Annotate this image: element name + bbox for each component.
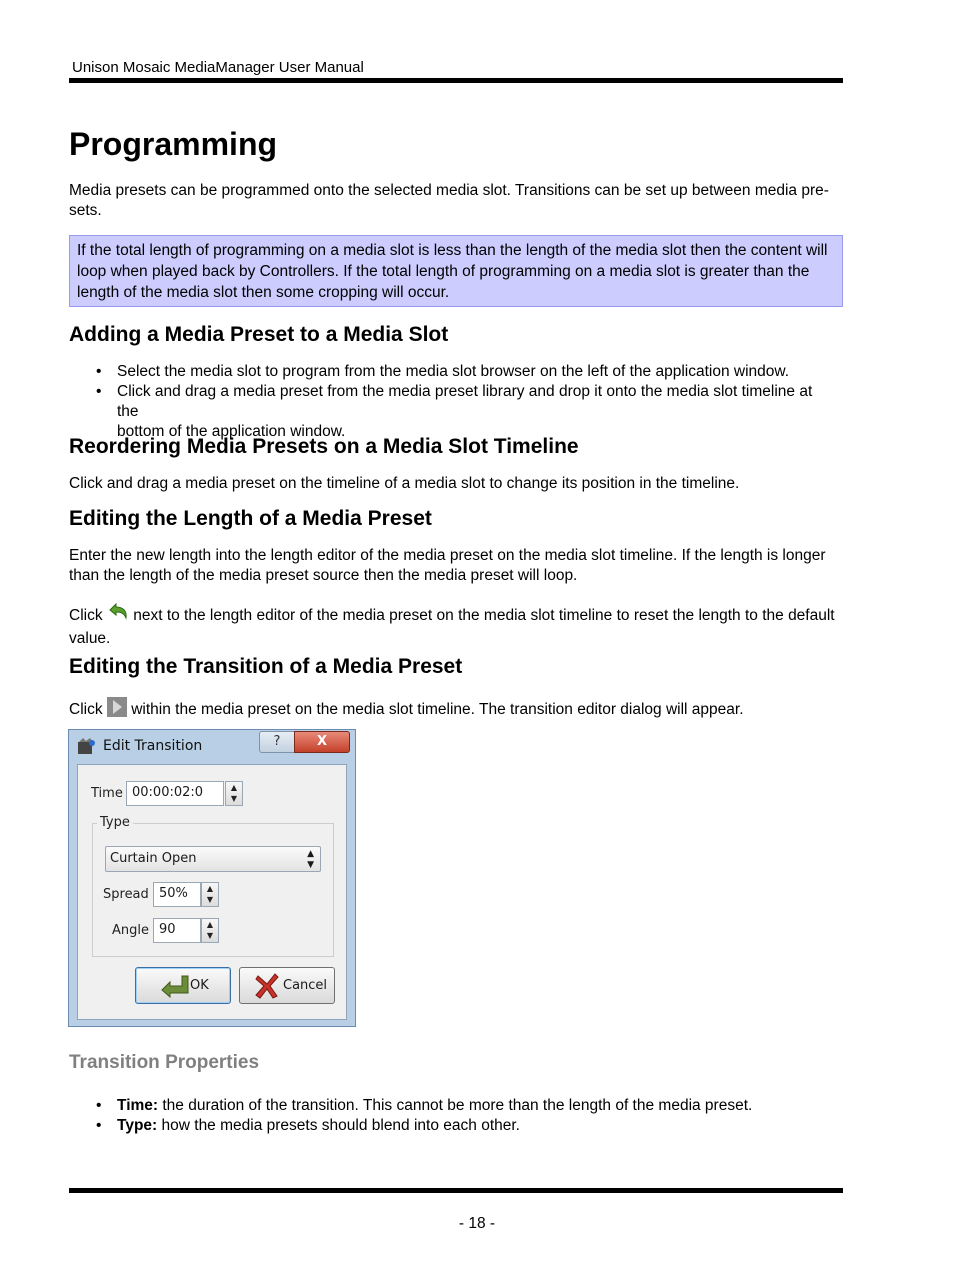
bullet-icon: • xyxy=(96,1097,102,1114)
app-icon xyxy=(77,738,97,760)
header-rule xyxy=(69,78,843,83)
spin-down-icon: ▼ xyxy=(206,931,214,940)
angle-spinner[interactable] xyxy=(201,918,219,943)
heading-transition-properties: Transition Properties xyxy=(69,1052,260,1073)
dialog-body xyxy=(77,764,347,1020)
intro-paragraph xyxy=(69,181,839,221)
angle-input[interactable]: 90 xyxy=(153,918,201,943)
reordering-text: Click and drag a media preset on the timeline of a media slot to change its position in the timeline. xyxy=(69,475,740,492)
heading-reordering: Reordering Media Presets on a Media Slot Timeline xyxy=(69,435,579,458)
heading-length: Editing the Length of a Media Preset xyxy=(69,507,432,530)
time-input[interactable]: 00:00:02:0 xyxy=(126,781,224,806)
spread-input[interactable]: 50% xyxy=(153,882,201,907)
intro-line-1: Media presets can be programmed onto the selected media slot. Transitions can be set up between media pre- xyxy=(69,182,829,199)
heading-adding: Adding a Media Preset to a Media Slot xyxy=(69,323,449,346)
transition-paragraph: Click within the media preset on the media slot timeline. The transition editor dialog will appear. xyxy=(69,697,839,723)
spin-down-icon: ▼ xyxy=(230,794,238,803)
term: Type: xyxy=(117,1117,158,1134)
length-paragraph-1: Enter the new length into the length editor of the media preset on the media slot timeline. If the length is longer than the length of the media preset source then the media preset will loop. xyxy=(69,547,826,584)
spread-spinner[interactable] xyxy=(201,882,219,907)
term: Time: xyxy=(117,1097,159,1114)
transition-arrow-icon xyxy=(107,697,127,723)
page-number: - 18 - xyxy=(458,1215,496,1232)
bullet-icon: • xyxy=(96,383,102,400)
running-header: Unison Mosaic MediaManager User Manual xyxy=(72,59,364,76)
ok-arrow-icon xyxy=(160,974,190,1002)
spin-up-icon: ▲ xyxy=(206,920,214,929)
intro-line-2: sets. xyxy=(69,202,102,219)
spin-up-icon: ▲ xyxy=(230,783,238,792)
edit-transition-dialog xyxy=(68,729,356,1027)
type-select[interactable]: Curtain Open ▲ ▼ xyxy=(105,846,321,872)
spread-label: Spread xyxy=(103,887,149,902)
list-item: • Time: the duration of the transition. This cannot be more than the length of the media preset. xyxy=(96,1097,753,1114)
cancel-button[interactable]: Cancel xyxy=(239,967,335,1004)
heading-transition: Editing the Transition of a Media Preset xyxy=(69,655,463,678)
note-line-2: loop when played back by Controllers. If the total length of programming on a media slot is greater than the xyxy=(77,263,810,280)
note-box xyxy=(69,235,843,307)
time-spinner[interactable] xyxy=(225,781,243,806)
undo-arrow-icon xyxy=(107,603,129,629)
bullet-icon: • xyxy=(96,363,102,380)
bullet-icon: • xyxy=(96,1117,102,1134)
close-button[interactable]: X xyxy=(294,731,350,753)
length-paragraph-2: Click next to the length editor of the media preset on the media slot timeline to reset the length to the default value. xyxy=(69,603,839,649)
list-item: • Select the media slot to program from the media slot browser on the left of the application window. xyxy=(96,363,790,380)
note-line-3: length of the media slot then some cropping will occur. xyxy=(77,284,450,301)
type-group-label: Type xyxy=(97,815,133,830)
note-line-1: If the total length of programming on a media slot is less than the length of the media slot then the content will xyxy=(77,242,828,259)
list-item: • Click and drag a media preset from the media preset library and drop it onto the media slot timeline at the bottom of the application window. xyxy=(96,383,813,440)
page-title: Programming xyxy=(69,126,278,162)
spin-down-icon: ▼ xyxy=(206,895,214,904)
cancel-x-icon xyxy=(255,973,279,1003)
spin-up-icon: ▲ xyxy=(206,884,214,893)
footer-rule xyxy=(69,1188,843,1193)
properties-list xyxy=(96,1096,836,1136)
time-label: Time xyxy=(91,786,123,801)
angle-label: Angle xyxy=(112,923,149,938)
ok-button[interactable]: OK xyxy=(135,967,231,1004)
dialog-title: Edit Transition xyxy=(103,738,203,754)
adding-list xyxy=(96,362,836,442)
help-button[interactable]: ? xyxy=(259,731,295,753)
list-item: • Type: how the media presets should blend into each other. xyxy=(96,1117,520,1134)
select-updown-icon: ▲ ▼ xyxy=(307,849,314,870)
